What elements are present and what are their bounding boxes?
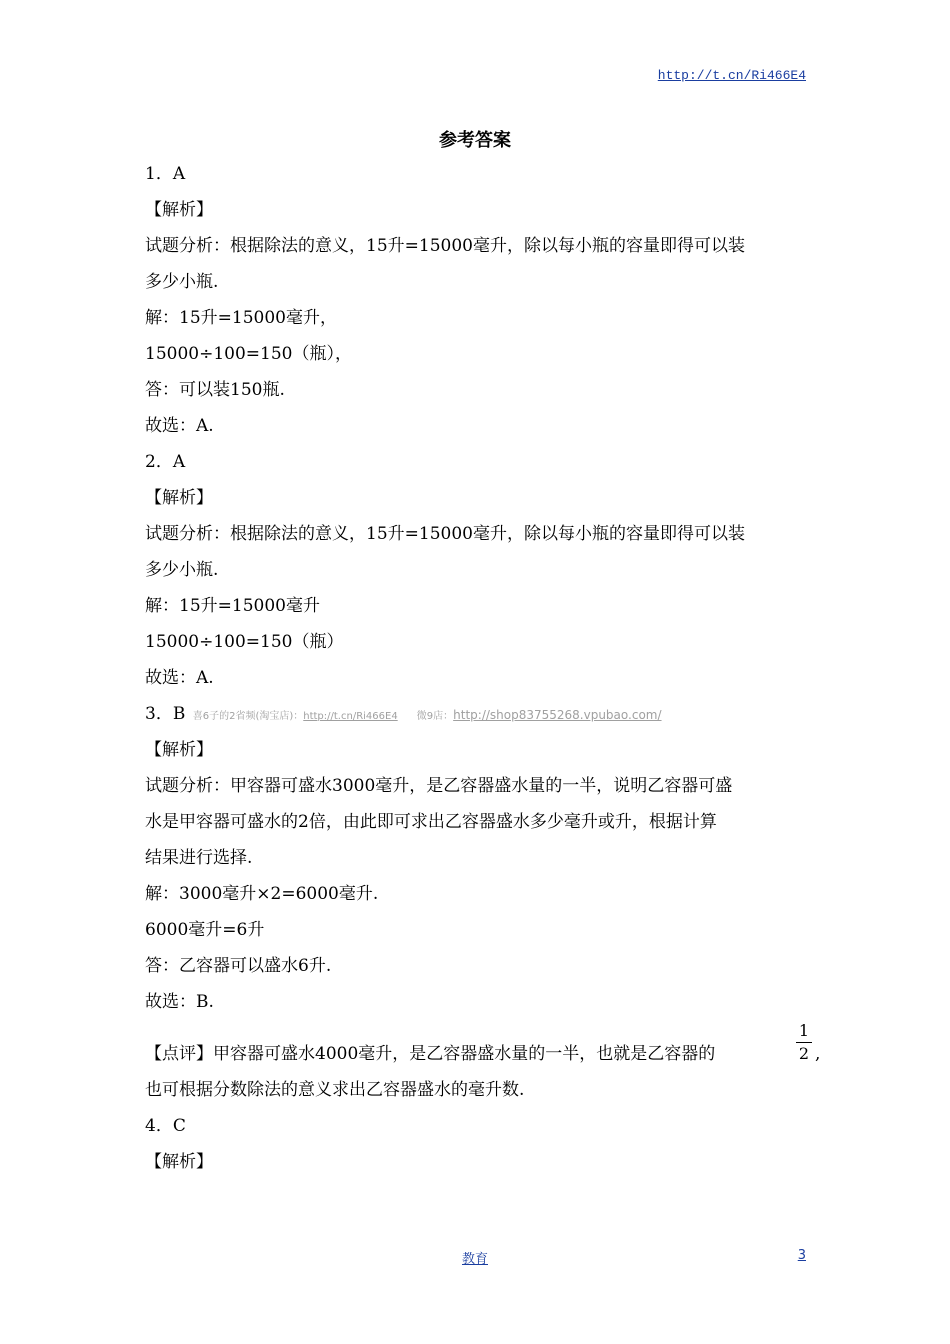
text-line: 1．A <box>145 164 186 184</box>
answer-body <box>145 156 825 1180</box>
text-line: 答：乙容器可以盛水6升. <box>145 956 332 976</box>
watermark-text-2: 微9店： <box>416 711 454 722</box>
watermark-text: 喜6子的2省频(淘宝店)： <box>192 711 304 722</box>
fraction-denominator: 2 <box>798 1044 810 1063</box>
text-line: 解：15升=15000毫升 <box>145 596 320 616</box>
text-line: 【解析】 <box>145 200 213 220</box>
header-link[interactable]: http://t.cn/Ri466E4 <box>657 68 806 83</box>
text-line: 故选：A. <box>145 668 214 688</box>
text-line: 6000毫升=6升 <box>145 920 265 940</box>
text-line: 15000÷100=150（瓶）， <box>145 344 352 364</box>
text-line: 试题分析：根据除法的意义，15升=15000毫升，除以每小瓶的容量即得可以装 <box>145 236 745 256</box>
fraction-bar <box>796 1042 812 1043</box>
text-line: 多少小瓶. <box>145 272 219 292</box>
text-line: 解：3000毫升×2=6000毫升. <box>145 884 379 904</box>
page-title: 参考答案 <box>439 130 511 151</box>
text-line: 水是甲容器可盛水的2倍，由此即可求出乙容器盛水多少毫升或升，根据计算 <box>145 812 717 832</box>
footer-link[interactable]: 教育 <box>461 1252 488 1267</box>
text-line: 也可根据分数除法的意义求出乙容器盛水的毫升数. <box>145 1080 525 1100</box>
text-line: 【解析】 <box>145 740 213 760</box>
page-number[interactable]: 3 <box>797 1248 806 1263</box>
text-line: 试题分析：甲容器可盛水3000毫升，是乙容器盛水量的一半，说明乙容器可盛 <box>145 776 733 796</box>
text-line: 15000÷100=150（瓶） <box>145 632 344 652</box>
question-3-label: 3．B <box>145 704 186 724</box>
text-line: 【解析】 <box>145 488 213 508</box>
watermark-shop-link[interactable]: http://shop83755268.vpubao.com/ <box>453 708 662 722</box>
text-line: 故选：A. <box>145 416 214 436</box>
text-line: 结果进行选择. <box>145 848 253 868</box>
comment-comma: , <box>815 1044 821 1064</box>
text-line: 答：可以装150瓶. <box>145 380 285 400</box>
text-line: 4．C <box>145 1116 186 1136</box>
question-3-line <box>145 696 825 732</box>
comment-line: 【点评】甲容器可盛水4000毫升，是乙容器盛水量的一半，也就是乙容器的 <box>145 1044 716 1064</box>
watermark-link[interactable]: http://t.cn/Ri466E4 <box>303 711 398 722</box>
text-line: 2．A <box>145 452 186 472</box>
fraction-one-half <box>794 1022 814 1063</box>
fraction-numerator: 1 <box>798 1021 810 1040</box>
comment-block <box>145 1020 825 1072</box>
text-line: 解：15升=15000毫升， <box>145 308 337 328</box>
text-line: 故选：B. <box>145 992 214 1012</box>
text-line: 试题分析：根据除法的意义，15升=15000毫升，除以每小瓶的容量即得可以装 <box>145 524 745 544</box>
text-line: 【解析】 <box>145 1152 213 1172</box>
text-line: 多少小瓶. <box>145 560 219 580</box>
watermark <box>192 708 662 722</box>
